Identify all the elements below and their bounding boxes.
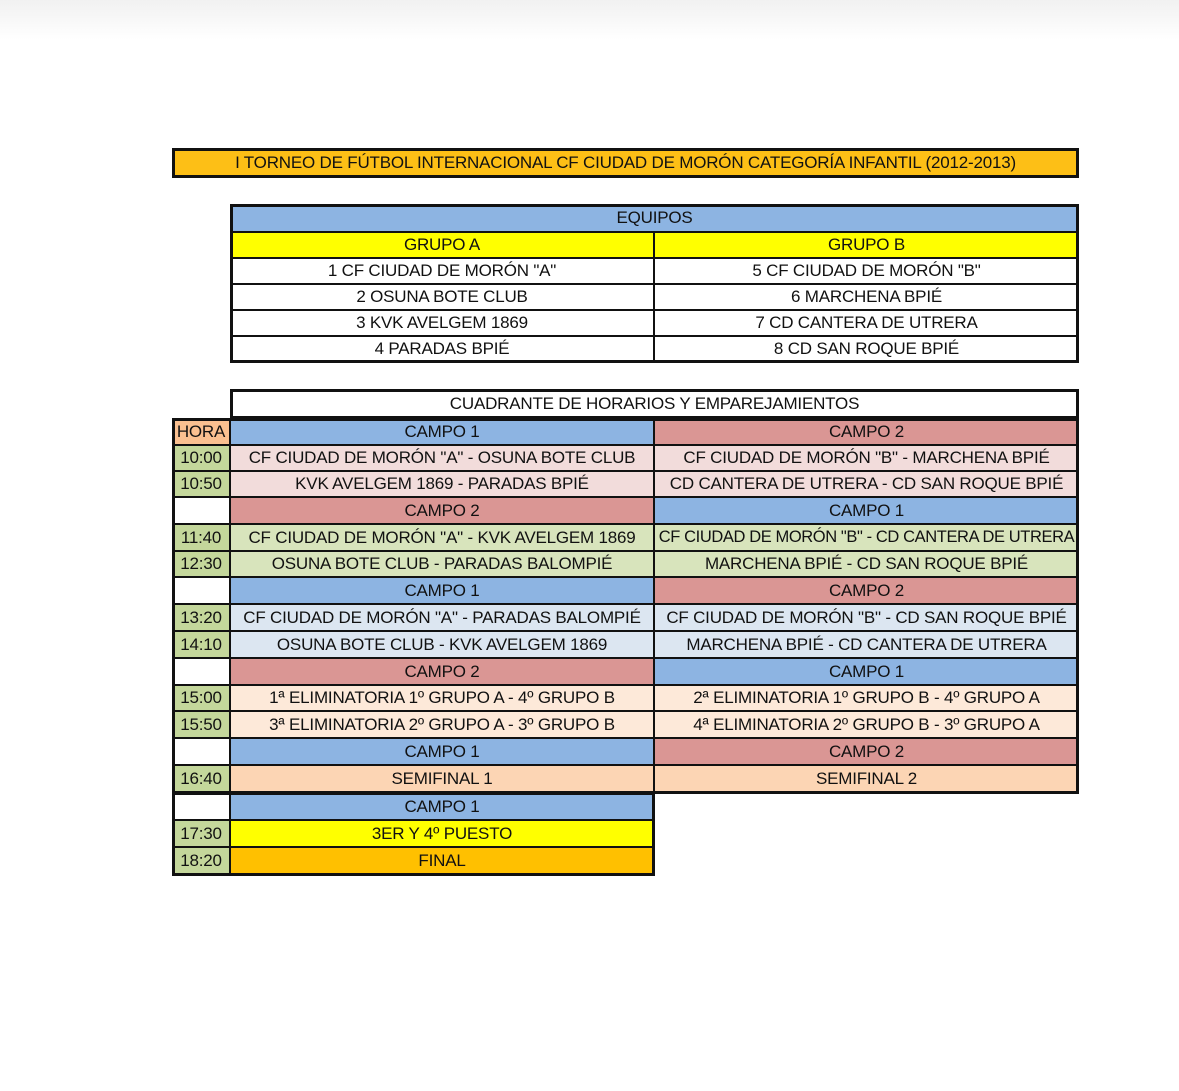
team-6: 6 MARCHENA BPIÉ <box>654 284 1079 310</box>
team-4: 4 PARADAS BPIÉ <box>230 336 654 362</box>
hora-label: HORA <box>172 418 230 445</box>
match-cell: 1ª ELIMINATORIA 1º GRUPO A - 4º GRUPO B <box>230 685 654 711</box>
time-cell: 12:30 <box>172 551 230 577</box>
semifinal-cell: SEMIFINAL 1 <box>230 765 654 793</box>
campo-label: CAMPO 1 <box>230 793 654 820</box>
match-cell: 4ª ELIMINATORIA 2º GRUPO B - 3º GRUPO A <box>654 711 1079 738</box>
page-title: I TORNEO DE FÚTBOL INTERNACIONAL CF CIUDAD DE MORÓN CATEGORÍA INFANTIL (2012-2013) <box>172 148 1079 178</box>
time-cell: 15:50 <box>172 711 230 738</box>
match-cell: CF CIUDAD DE MORÓN "A" - PARADAS BALOMPIÉ <box>230 604 654 631</box>
match-cell: MARCHENA BPIÉ - CD CANTERA DE UTRERA <box>654 631 1079 658</box>
campo-label: CAMPO 2 <box>230 658 654 685</box>
final-cell: FINAL <box>230 847 654 875</box>
match-cell: OSUNA BOTE CLUB - PARADAS BALOMPIÉ <box>230 551 654 577</box>
match-cell: KVK AVELGEM 1869 - PARADAS BPIÉ <box>230 471 654 497</box>
time-cell: 18:20 <box>172 847 230 875</box>
campo-label: CAMPO 2 <box>654 577 1079 604</box>
campo-label: CAMPO 1 <box>654 497 1079 524</box>
campo-label: CAMPO 2 <box>654 738 1079 765</box>
time-cell: 13:20 <box>172 604 230 631</box>
time-cell: 16:40 <box>172 765 230 793</box>
match-cell: OSUNA BOTE CLUB - KVK AVELGEM 1869 <box>230 631 654 658</box>
campo-label: CAMPO 1 <box>230 577 654 604</box>
campo-label: CAMPO 1 <box>230 418 654 445</box>
team-8: 8 CD SAN ROQUE BPIÉ <box>654 336 1079 362</box>
third-place-cell: 3ER Y 4º PUESTO <box>230 820 654 847</box>
time-cell <box>172 793 230 820</box>
match-cell: 2ª ELIMINATORIA 1º GRUPO B - 4º GRUPO A <box>654 685 1079 711</box>
time-cell: 11:40 <box>172 524 230 551</box>
time-cell: 15:00 <box>172 685 230 711</box>
team-3: 3 KVK AVELGEM 1869 <box>230 310 654 336</box>
time-cell: 14:10 <box>172 631 230 658</box>
time-cell <box>172 497 230 524</box>
time-cell: 17:30 <box>172 820 230 847</box>
time-cell: 10:00 <box>172 445 230 471</box>
campo-label: CAMPO 2 <box>654 418 1079 445</box>
match-cell: 3ª ELIMINATORIA 2º GRUPO A - 3º GRUPO B <box>230 711 654 738</box>
campo-label: CAMPO 2 <box>230 497 654 524</box>
time-cell <box>172 577 230 604</box>
semifinal-cell: SEMIFINAL 2 <box>654 765 1079 793</box>
match-cell: CF CIUDAD DE MORÓN "B" - CD CANTERA DE UTRERA <box>654 524 1079 551</box>
match-cell: CF CIUDAD DE MORÓN "A" - KVK AVELGEM 1869 <box>230 524 654 551</box>
match-cell: CF CIUDAD DE MORÓN "B" - MARCHENA BPIÉ <box>654 445 1079 471</box>
time-cell <box>172 658 230 685</box>
equipos-header: EQUIPOS <box>230 204 1079 232</box>
team-1: 1 CF CIUDAD DE MORÓN "A" <box>230 258 654 284</box>
schedule-header: CUADRANTE DE HORARIOS Y EMPAREJAMIENTOS <box>230 390 1079 418</box>
match-cell: CF CIUDAD DE MORÓN "A" - OSUNA BOTE CLUB <box>230 445 654 471</box>
campo-label: CAMPO 1 <box>654 658 1079 685</box>
team-5: 5 CF CIUDAD DE MORÓN "B" <box>654 258 1079 284</box>
time-cell <box>172 738 230 765</box>
team-7: 7 CD CANTERA DE UTRERA <box>654 310 1079 336</box>
match-cell: MARCHENA BPIÉ - CD SAN ROQUE BPIÉ <box>654 551 1079 577</box>
match-cell: CD CANTERA DE UTRERA - CD SAN ROQUE BPIÉ <box>654 471 1079 497</box>
time-cell: 10:50 <box>172 471 230 497</box>
campo-label: CAMPO 1 <box>230 738 654 765</box>
team-2: 2 OSUNA BOTE CLUB <box>230 284 654 310</box>
match-cell: CF CIUDAD DE MORÓN "B" - CD SAN ROQUE BPIÉ <box>654 604 1079 631</box>
group-b-label: GRUPO B <box>654 232 1079 258</box>
group-a-label: GRUPO A <box>230 232 654 258</box>
